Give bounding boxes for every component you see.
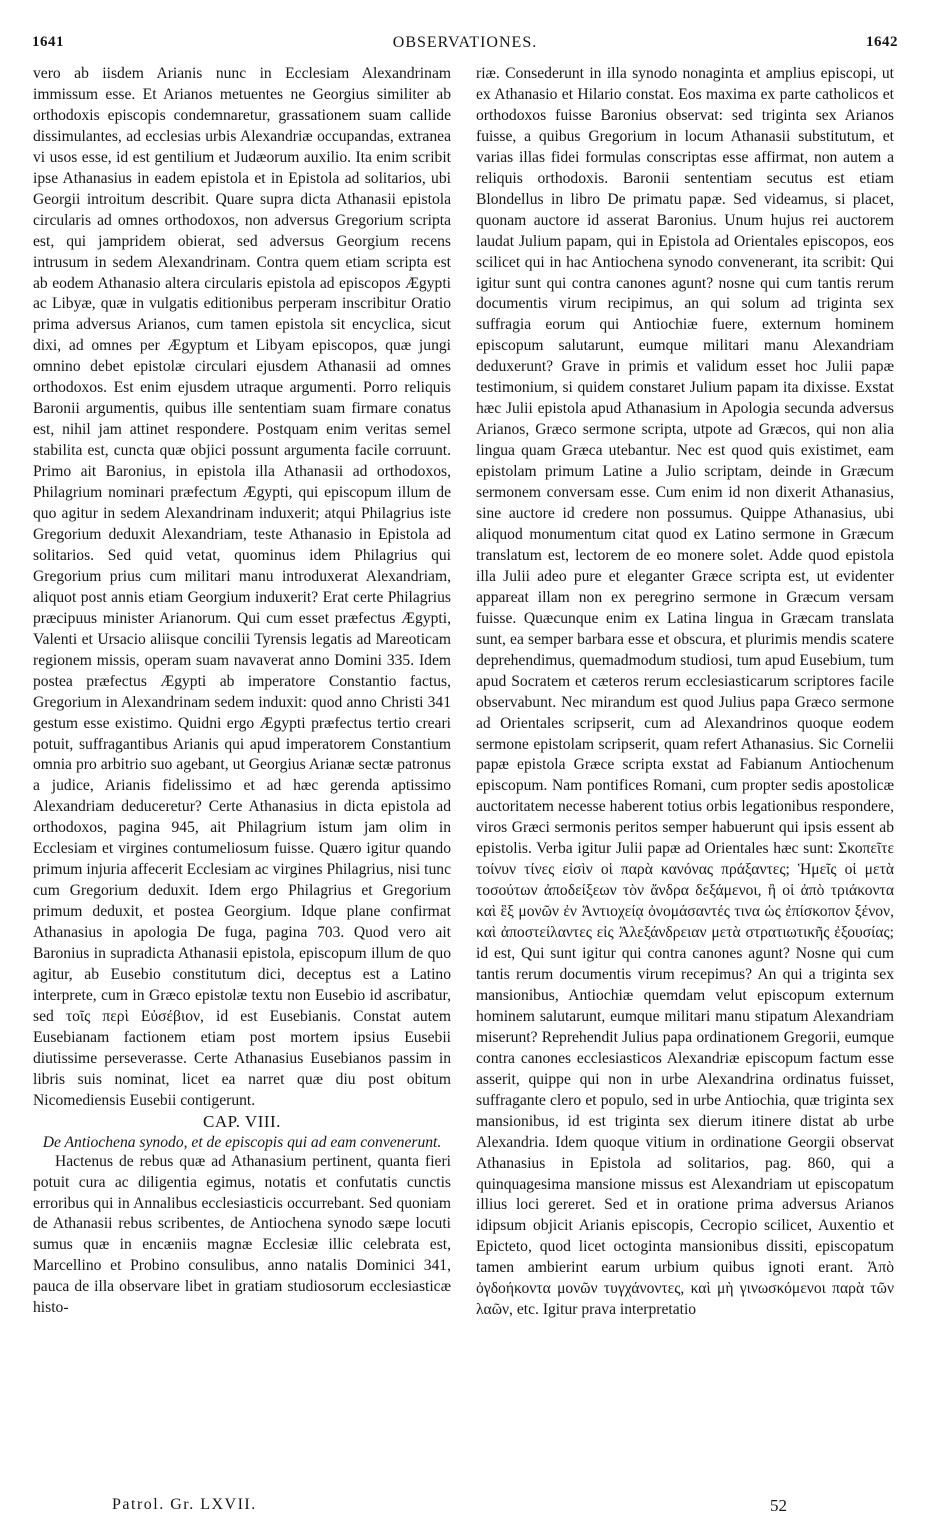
sheet-number: 52	[770, 1496, 787, 1515]
left-paragraph-2: Hactenus de rebus quæ ad Athanasium pertinent, quanta fieri potuit cura ac diligentia egimus, notatis et confutatis cunctis erroribus qui in Annalibus ecclesiasticis occurrebant. Sed quoniam de Athanasii rebus scribentes, de Antiochena synodo sæpe locuti sumus quæ in encæniis magnæ Ecclesiæ illic celebrata est, Marcellino et Probino consulibus, anno natalis Dominici 341, pauca de illa observare libet in gratiam studiosorum ecclesiasticæ histo-	[33, 1152, 451, 1317]
right-column	[476, 64, 894, 1494]
chapter-heading: CAP. VIII.	[203, 1111, 281, 1131]
volume-signature: Patrol. Gr. LXVII.	[112, 1496, 257, 1513]
running-header	[32, 34, 898, 58]
left-paragraph-1: vero ab iisdem Arianis nunc in Ecclesiam Alexandrinam immissum esse. Et Arianos metuentes ne Georgius similiter ab orthodoxis episcopis condemnaretur, grassationem suam callide dissimulantes, ad ecclesias urbis Alexandriæ occupandas, extranea vi usos esse, id est gentilium et Judæorum auxilio. Ita enim scribit ipse Athanasius in eadem epistola et in Epistola ad solitarios, ubi Georgii introitum describit. Quare supra dicta Athanasii epistola circularis ad omnes orthodoxos, non adversus Gregorium scripta est, qui jampridem obierat, sed adversus Georgium recens intrusum in sedem Alexandrinam. Contra quem etiam scripta est ab eodem Athanasio altera circularis epistola ad episcopos Ægypti ac Libyæ, quæ in vulgatis editionibus perperam inscribitur Oratio prima adversus Arianos, cum tamen epistola sit encyclica, sicut dixi, ad omnes per Ægyptum et Libyam episcopos, quæ jungi omnino debet epistolæ circulari ejusdem Athanasii ad omnes orthodoxos. Est enim ejusdem utraque argumenti. Porro reliquis Baronii argumentis, quibus ille sententiam suam firmare conatus est, nihil jam attinet respondere. Postquam enim veritas semel stabilita est, cuncta quæ objici possunt argumenta facile corruunt. Primo ait Baronius, in epistola illa Athanasii ad orthodoxos, Philagrium nominari præfectum Ægypti, qui episcopum illum de quo agitur in sedem Alexandrinam induxerit; atqui Philagrius iste Gregorium deduxit Alexandriam, teste Athanasio in Epistola ad solitarios. Sed quid vetat, quominus idem Philagrius qui Gregorium prius cum militari manu introduxerat Alexandriam, aliquot post annis etiam Georgium induxerit? Erat certe Philagrius præcipuus minister Arianorum. Qui cum esset præfectus Ægypti, Valenti et Ursacio aliisque concilii Tyrensis legatis ad Mareoticam regionem missis, operam suam navaverat anno Domini 335. Idem postea præfectus Ægypti ab imperatore Constantio factus, Gregorium in Alexandrinam sedem induxit: quod anno Christi 341 gestum esse existimo. Quidni ergo Ægypti præfectus tertio creari potuit, suffragantibus Arianis qui apud imperatorem Constantium omnia pro arbitrio suo agebant, ut Georgius Arianæ sectæ patronus a judice, Arianis fidelissimo et ad hæc gerenda aptissimo Alexandriam deduceretur? Certe Athanasius in dicta epistola ad orthodoxos, pagina 945, ait Philagrium istum jam olim in Ecclesiam et virgines contumeliosum fuisse. Quæro igitur quando primum injuria affecerit Ecclesiam ac virgines Philagrius, nisi tunc cum Gregorium deduxit. Idem ergo Philagrius et Gregorium primum deduxit, et postea Georgium. Idque plane confirmat Athanasius in apologia De fuga, pagina 703. Quod vero ait Baronius in supradicta Athanasii epistola, episcopum illum de quo agitur, ab Eusebio constitutum dici, deceptus est a Latino interprete, cum in Græco epistolæ textu non Eusebio id ascribatur, sed τοῖς περὶ Εὐσέβιον, id est Eusebianis. Constat autem Eusebianam factionem etiam post mortem ipsius Eusebii diutissime perseverasse. Certe Athanasius Eusebianos passim in libris suis nominat, licet ea narret quæ diu post obitum Nicomediensis Eusebii contigerunt.	[33, 65, 451, 1109]
chapter-subtitle: De Antiochena synodo, et de episcopis qui ad eam convenerunt.	[42, 1133, 442, 1151]
running-title: OBSERVATIONES.	[392, 34, 538, 51]
left-column	[33, 64, 451, 1494]
page-number-left: 1641	[32, 34, 64, 50]
page-number-right: 1642	[866, 34, 898, 50]
right-paragraph-1: riæ. Consederunt in illa synodo nonaginta et amplius episcopi, ut ex Athanasio et Hilario constat. Eos maxima ex parte catholicos et orthodoxos fuisse Baronius observat: sed triginta sex Arianos fuisse, a quibus Gregorium in locum Athanasii substitutum, et varias illas fidei formulas conscriptas esse affirmat, non autem a reliquis orthodoxis. Baronii sententiam secutus est etiam Blondellus in libro De primatu papæ. Sed videamus, si placet, quonam auctore id asserat Baronius. Unum hujus rei auctorem laudat Julium papam, qui in Epistola ad Orientales episcopos, eos scilicet qui in hac Antiochena synodo convenerant, ita scribit: Qui igitur sunt qui contra canones agunt? nosne qui cum tantis rerum documentis virum recipimus, an qui solum ad triginta sex suffragia eorum qui Antiochiæ fuere, externum hominem episcopum salutarunt, eumque militari manu Alexandriam deduxerunt? Grave in primis et validum esset hoc Julii papæ testimonium, si quidem constaret Julium papam ita dixisse. Exstat hæc Julii epistola apud Athanasium in Apologia secunda adversus Arianos, Græco sermone scripta, utpote ad Græcos, qui non alia lingua quam Græca utebantur. Nec est quod quis existimet, eam epistolam primum Latine a Julio scriptam, deinde in Græcum sermonem conversam esse. Cum enim id non dixerit Athanasius, sine auctore id credere non possumus. Quippe Athanasius, ubi aliquod monumentum citat quod ex Latino sermone in Græcum translatum est, lectorem de eo monere solet. Adde quod epistola illa Julii adeo pure et eleganter Græce scripta est, ut evidenter appareat illam non ex peregrino sermone in Græcum versam fuisse. Quæcunque enim ex Latina lingua in Græcam translata sunt, ea semper barbara esse et obscura, et plurimis mendis scatere deprehendimus, quemadmodum studiosi, tum apud Eusebium, tum apud Socratem et cæteros rerum ecclesiasticarum scriptores facile observabunt. Nec mirandum est quod Julius papa Græco sermone ad Orientales scripserit, cum ad Alexandrinos quoque eodem sermone epistolam scripserit, quam refert Athanasius. Sic Cornelii papæ epistola Græce scripta exstat ad Fabianum Antiochenum episcopum. Nam pontifices Romani, cum propter sedis apostolicæ auctoritatem necesse haberent totius orbis legationibus respondere, viros Græci sermonis peritos semper habuerunt qui ipsis essent ab epistolis. Verba igitur Julii papæ ad Orientales hæc sunt: Σκοπεῖτε τοίνυν τίνες εἰσὶν οἱ παρὰ κανόνας πράξαντες; Ἡμεῖς οἱ μετὰ τοσούτων ἀποδείξεων τὸν ἄνδρα δεξάμενοι, ἢ οἱ ἀπὸ τριάκοντα καὶ ἓξ μονῶν ἐν Ἀντιοχείᾳ ὀνομάσαντές τινα ὡς ἐπίσκοπον ξένον, καὶ ἀποστείλαντες εἰς Ἀλεξάνδρειαν μετὰ στρατιωτικῆς ἐξουσίας; id est, Qui sunt igitur qui contra canones agunt? Nosne qui cum tantis rerum documentis virum recepimus? An qui a triginta sex mansionibus, Antiochiæ quemdam velut episcopum externum hominem salutarunt, eumque militari manu stipatum Alexandriam miserunt? Reprehendit Julius papa ordinationem Gregorii, eumque contra canones ecclesiasticos Alexandriæ episcopum factum esse asserit, quippe qui non in urbe Alexandrina ordinatus fuisset, suffragante clero et populo, sed in urbe Antiochia, quæ triginta sex mansionibus, id est triginta sex dierum itinere distat ab urbe Alexandria. Idem quoque vitium in ordinatione Georgii observat Athanasius in Epistola ad solitarios, pag. 860, qui a quinquagesima mansione missus est Alexandriam ut episcopatum illius loci gereret. Sed et in oratione prima adversus Arianos idipsum objicit Arianis episcopis, Cecropio scilicet, Auxentio et Epicteto, quod licet octoginta mansionibus dissiti, episcopatum tamen ambierint earum urbium quibus ignoti erant. Ἀπὸ ὀγδοήκοντα μονῶν τυγχάνοντες, καὶ μὴ γινωσκόμενοι παρὰ τῶν λαῶν, etc. Igitur prava interpretatio	[476, 65, 894, 1319]
